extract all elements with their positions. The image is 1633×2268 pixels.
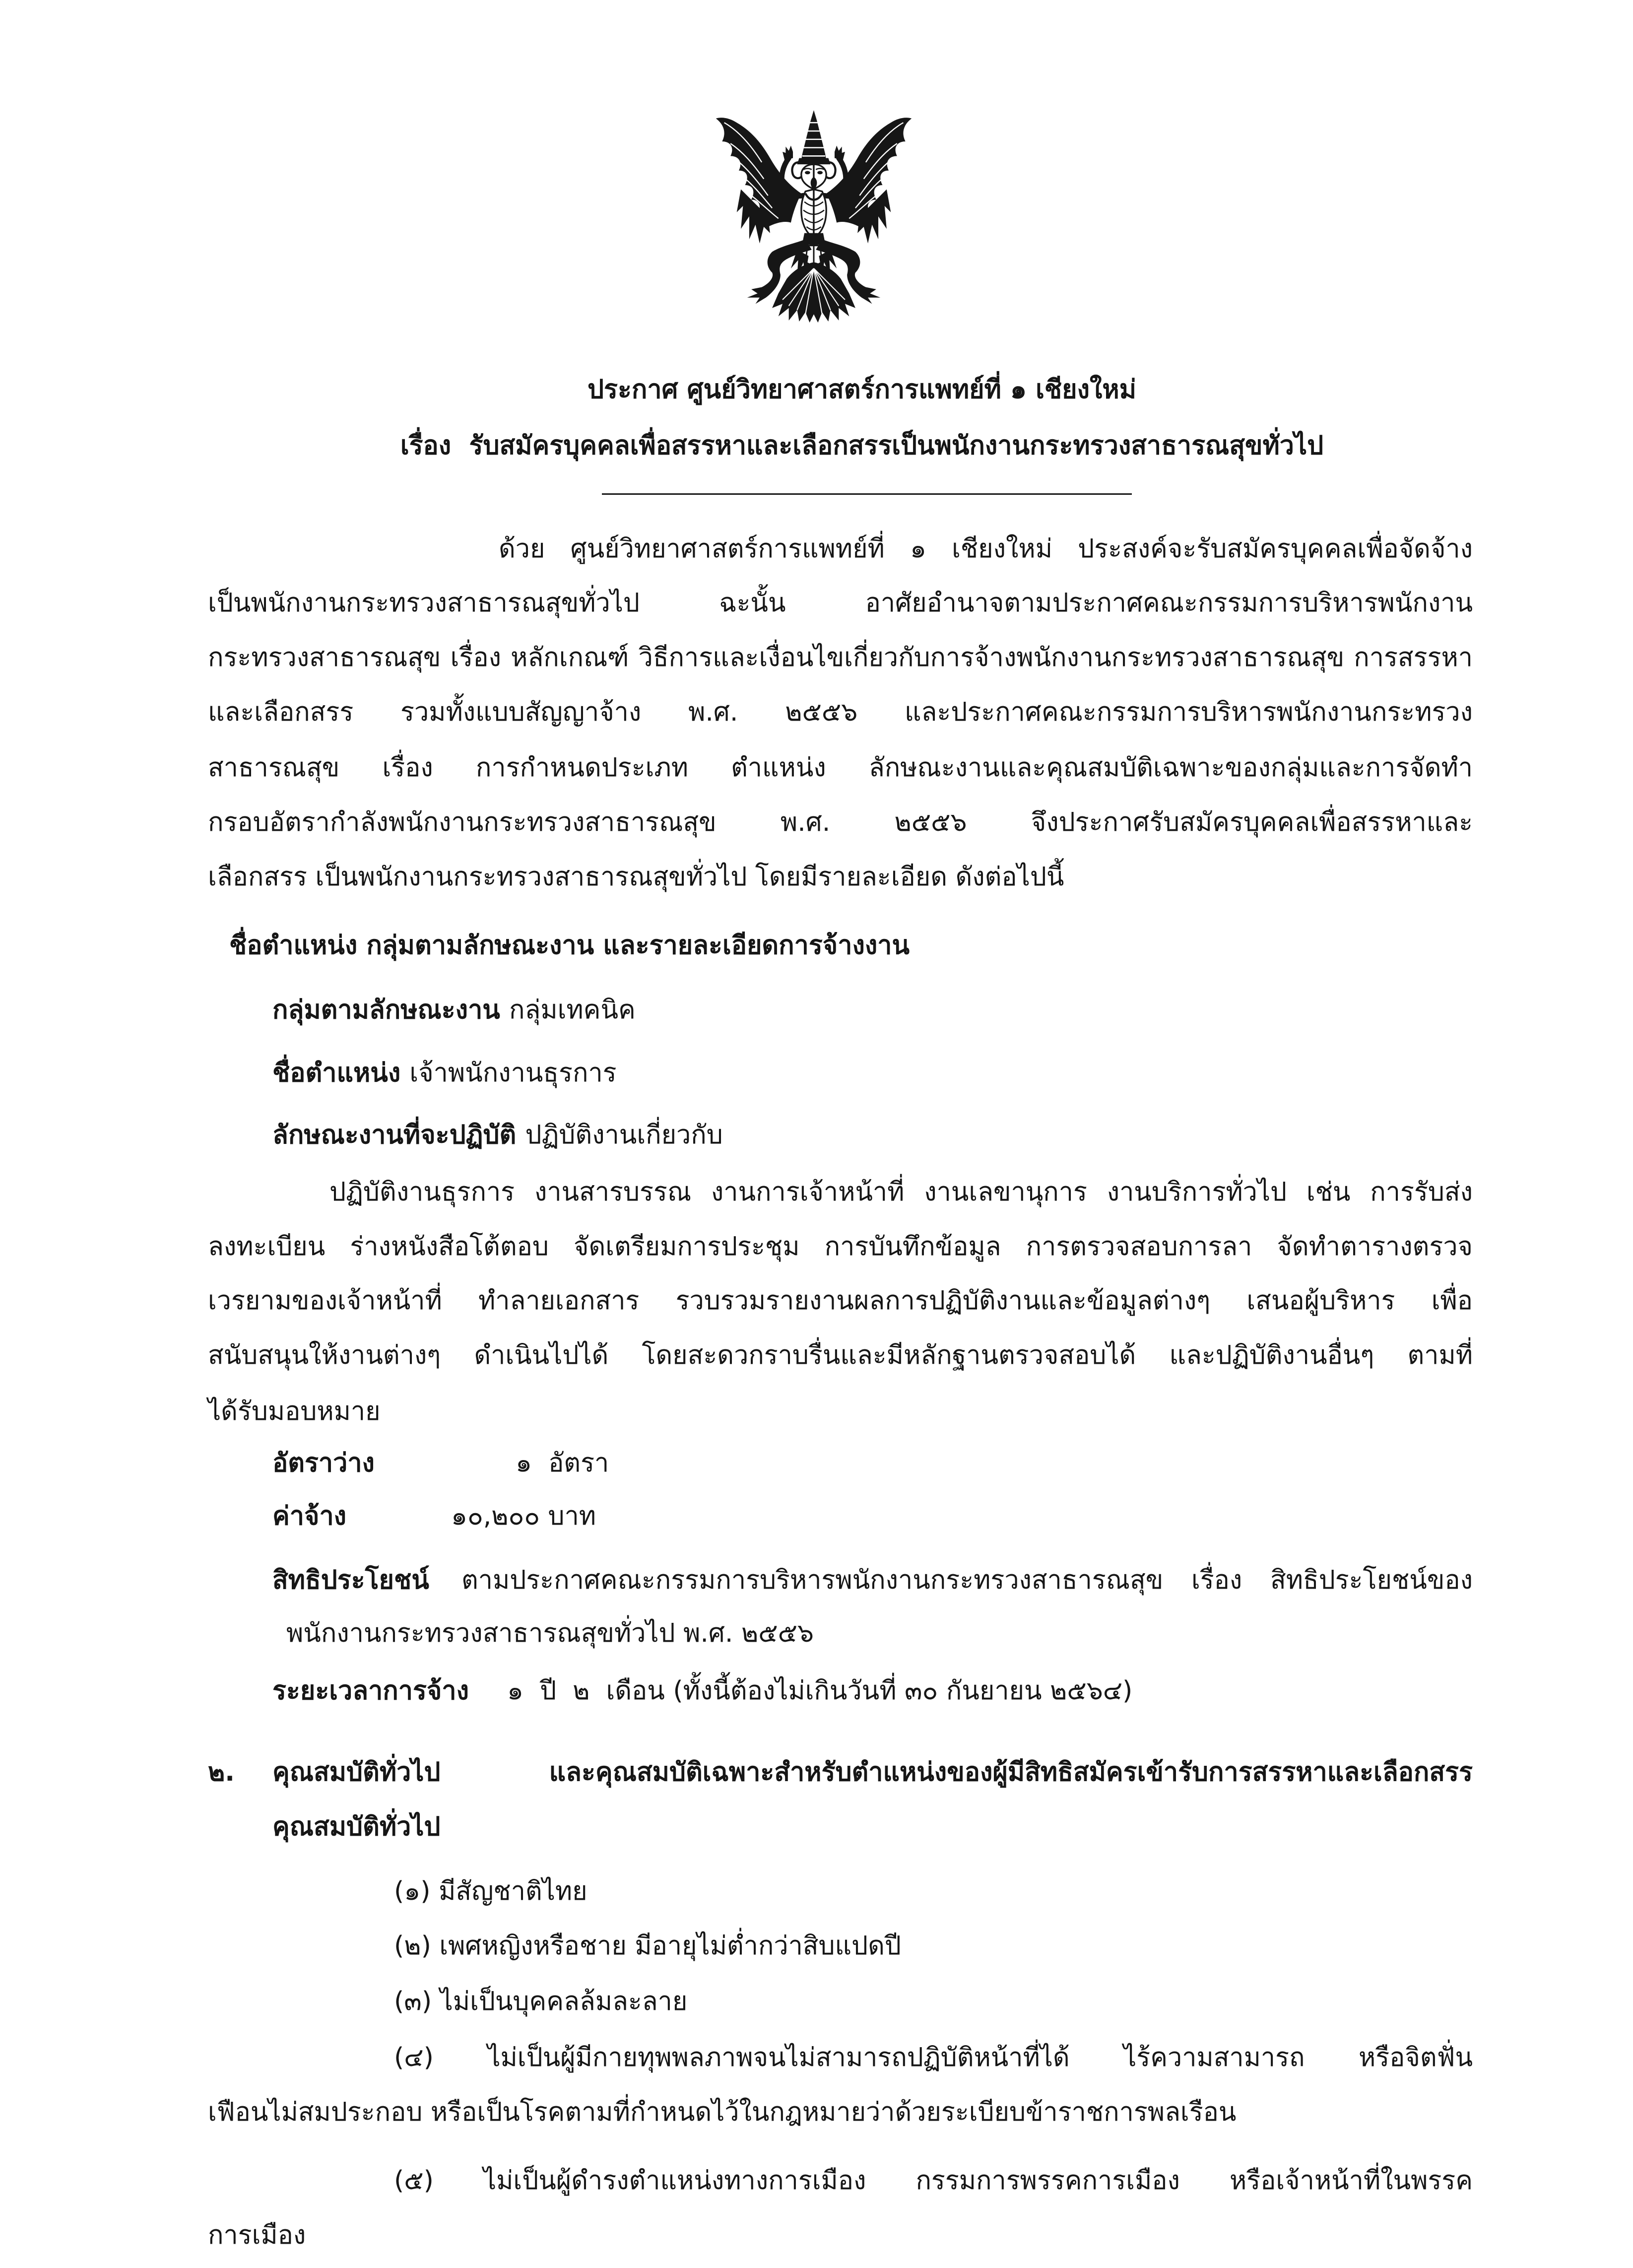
intro-line: และเลือกสรร รวมทั้งแบบสัญญาจ้าง พ.ศ. ๒๕๕๖ และประกาศคณะกรรมการบริหารพนักงานกระทรวง [208, 697, 1473, 727]
announcement-subject [167, 428, 1557, 463]
qualification-item: (๔) ไม่เป็นผู้มีกายทุพพลภาพจนไม่สามารถปฏิบัติหน้าที่ได้ ไร้ความสามารถ หรือจิตฟั่น [394, 2043, 1473, 2072]
emblem-right-half [814, 110, 912, 323]
intro-line: สาธารณสุข เรื่อง การกำหนดประเภท ตำแหน่ง ลักษณะงานและคุณสมบัติเฉพาะของกลุ่มและการจัดทำ [208, 753, 1473, 783]
position-row [272, 1056, 1473, 1090]
duties-line: สนับสนุนให้งานต่างๆ ดำเนินไปได้ โดยสะดวกราบรื่นและมีหลักฐานตรวจสอบได้ และปฏิบัติงานอื่นๆ ตามที่ [208, 1340, 1473, 1370]
qualification-item-cont: การเมือง [208, 2220, 306, 2250]
benefits-value-cont: พนักงานกระทรวงสาธารณสุขทั่วไป พ.ศ. ๒๕๕๖ [286, 1618, 814, 1648]
qualification-item: (๑) มีสัญชาติไทย [394, 1876, 588, 1906]
section1-heading: ชื่อตำแหน่ง กลุ่มตามลักษณะงาน และรายละเอียดการจ้างงาน [229, 931, 910, 960]
duties-value: ปฏิบัติงานเกี่ยวกับ [525, 1120, 723, 1150]
qualification-item: (๓) ไม่เป็นบุคคลล้มละลาย [394, 1987, 688, 2016]
duties-label: ลักษณะงานที่จะปฏิบัติ [272, 1120, 517, 1150]
vacancy-value: ๑ อัตรา [516, 1448, 609, 1478]
job-group-row [272, 993, 1473, 1027]
qualification-item: (๕) ไม่เป็นผู้ดำรงตำแหน่งทางการเมือง กรรมการพรรคการเมือง หรือเจ้าหน้าที่ในพรรค [394, 2166, 1473, 2196]
emblem-left-half [716, 110, 814, 323]
benefits-label: สิทธิประโยชน์ [272, 1565, 429, 1595]
duties-line: เวรยามของเจ้าหน้าที่ ทำลายเอกสาร รวบรวมรายงานผลการปฏิบัติงานและข้อมูลต่างๆ เสนอผู้บริหาร เพื่อ [208, 1286, 1473, 1316]
job-group-value: กลุ่มเทคนิค [509, 995, 636, 1025]
duties-row [272, 1118, 1473, 1152]
title-underline [602, 493, 1132, 495]
vacancy-label: อัตราว่าง [272, 1448, 375, 1478]
intro-line: กระทรวงสาธารณสุข เรื่อง หลักเกณฑ์ วิธีการและเงื่อนไขเกี่ยวกับการจ้างพนักงานกระทรวงสาธารณสุข การสรรหา [208, 643, 1473, 672]
announcement-title: ประกาศ ศูนย์วิทยาศาสตร์การแพทย์ที่ ๑ เชียงใหม่ [588, 375, 1136, 404]
duration-label: ระยะเวลาการจ้าง [272, 1676, 469, 1706]
duties-line: ลงทะเบียน ร่างหนังสือโต้ตอบ จัดเตรียมการประชุม การบันทึกข้อมูล การตรวจสอบการลา จัดทำตารางตรวจ [208, 1232, 1473, 1262]
subject-text: รับสมัครบุคคลเพื่อสรรหาและเลือกสรรเป็นพนักงานกระทรวงสาธารณสุขทั่วไป [469, 431, 1324, 461]
wage-label: ค่าจ้าง [272, 1501, 347, 1531]
benefits-value: ตามประกาศคณะกรรมการบริหารพนักงานกระทรวงสาธารณสุข เรื่อง สิทธิประโยชน์ของ [461, 1565, 1473, 1595]
garuda-emblem [710, 110, 918, 323]
duties-line: ปฏิบัติงานธุรการ งานสารบรรณ งานการเจ้าหน้าที่ งานเลขานุการ งานบริการทั่วไป เช่น การรับส่ง [329, 1177, 1473, 1207]
qualification-item-cont: เฟือนไม่สมประกอบ หรือเป็นโรคตามที่กำหนดไว้ในกฎหมายว่าด้วยระเบียบข้าราชการพลเรือน [208, 2097, 1237, 2127]
duration-value: ๑ ปี ๒ เดือน (ทั้งนี้ต้องไม่เกินวันที่ ๓๐ กันยายน ๒๕๖๔) [507, 1676, 1133, 1706]
section2-heading: คุณสมบัติทั่วไป และคุณสมบัติเฉพาะสำหรับตำแหน่งของผู้มีสิทธิสมัครเข้ารับการสรรหาและเลือกสรร [272, 1757, 1473, 1787]
intro-line: เป็นพนักงานกระทรวงสาธารณสุขทั่วไป ฉะนั้น อาศัยอำนาจตามประกาศคณะกรรมการบริหารพนักงาน [208, 588, 1473, 618]
intro-line: ด้วย ศูนย์วิทยาศาสตร์การแพทย์ที่ ๑ เชียงใหม่ ประสงค์จะรับสมัครบุคคลเพื่อจัดจ้าง [499, 534, 1473, 564]
section2-subheading: คุณสมบัติทั่วไป [272, 1812, 441, 1842]
section2-number: ๒. [208, 1757, 235, 1787]
wage-value: ๑๐,๒๐๐ บาท [451, 1501, 596, 1531]
qualification-item: (๒) เพศหญิงหรือชาย มีอายุไม่ต่ำกว่าสิบแปดปี [394, 1931, 901, 1961]
position-label: ชื่อตำแหน่ง [272, 1058, 401, 1088]
job-group-label: กลุ่มตามลักษณะงาน [272, 995, 500, 1025]
subject-label: เรื่อง [400, 431, 452, 461]
intro-line: กรอบอัตรากำลังพนักงานกระทรวงสาธารณสุข พ.ศ. ๒๕๕๖ จึงประกาศรับสมัครบุคคลเพื่อสรรหาและ [208, 807, 1473, 837]
position-value: เจ้าพนักงานธุรการ [409, 1058, 617, 1088]
duties-line: ได้รับมอบหมาย [208, 1397, 381, 1426]
intro-line: เลือกสรร เป็นพนักงานกระทรวงสาธารณสุขทั่วไป โดยมีรายละเอียด ดังต่อไปนี้ [208, 862, 1064, 892]
